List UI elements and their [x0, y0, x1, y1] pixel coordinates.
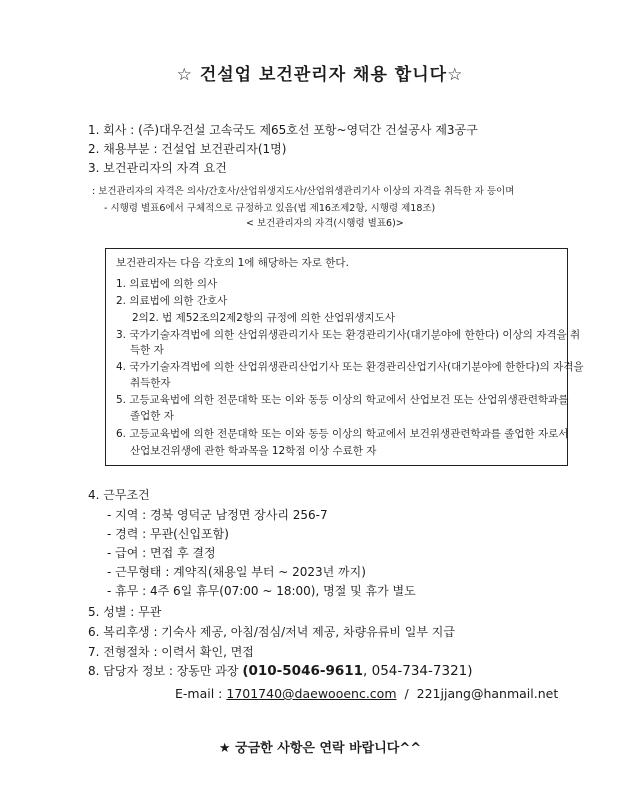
- welfare-line: 6. 복리후생 : 기숙사 제공, 아침/점심/저녁 제공, 차량유류비 일부 지급: [88, 625, 455, 639]
- email-line: [175, 686, 558, 701]
- page-title: ☆ 건설업 보건관리자 채용 합니다☆: [176, 65, 464, 85]
- position-line: 2. 채용부분 : 건설업 보건관리자(1명): [88, 142, 287, 156]
- conditions-heading: 4. 근무조건: [88, 488, 150, 502]
- qualification-box: [105, 248, 584, 466]
- gender-line: 5. 성별 : 무관: [88, 605, 162, 619]
- email-separator: /: [404, 686, 409, 701]
- qualification-item: 2. 의료법에 의한 간호사: [116, 295, 228, 307]
- qualification-item-cont: 득한 자: [130, 344, 164, 356]
- qualification-note: : 보건관리자의 자격은 의사/간호사/산업위생지도사/산업위생관리기사 이상의 자격을 취득한 자 등이며: [92, 186, 515, 197]
- company-line: 1. 회사 : (주)대우건설 고속국도 제65호선 포항~영덕간 건설공사 제3공구: [88, 123, 478, 137]
- condition-salary: - 급여 : 면접 후 결정: [107, 546, 216, 560]
- qualification-item: 5. 고등교육법에 의한 전문대학 또는 이와 동등 이상의 학교에서 산업보건 또는 산업위생관련학과를: [116, 394, 569, 406]
- footer-message: ★ 궁금한 사항은 연락 바랍니다^^: [218, 741, 422, 756]
- box-intro: 보건관리자는 다음 각호의 1에 해당하는 자로 한다.: [116, 257, 349, 269]
- contact-mobile: (010-5046-9611: [242, 663, 364, 679]
- email-label: E-mail :: [175, 686, 223, 701]
- qualification-item-cont: 졸업한 자: [130, 410, 174, 422]
- contact-line: [88, 662, 473, 679]
- qualification-heading: 3. 보건관리자의 자격 요건: [88, 161, 227, 175]
- condition-type: - 근무형태 : 계약직(채용일 부터 ~ 2023년 까지): [107, 565, 366, 579]
- email-link-2[interactable]: 221jjang@hanmail.net: [416, 686, 559, 701]
- qualification-item: 2의2. 법 제52조의2제2항의 규정에 의한 산업위생지도사: [132, 312, 395, 324]
- condition-career: - 경력 : 무관(신입포함): [107, 527, 229, 541]
- qualification-item: 3. 국가기술자격법에 의한 산업위생관리기사 또는 환경관리기사(대기분야에 한한다) 이상의 자격을 취: [116, 329, 581, 341]
- qualification-law-note: - 시행령 별표6에서 구체적으로 규정하고 있음(법 제16조제2항, 시행령 제18조): [104, 203, 436, 214]
- qualification-item: 1. 의료법에 의한 의사: [116, 278, 218, 290]
- qualification-item-cont: 취득한자: [130, 377, 171, 389]
- contact-prefix: 8. 담당자 정보 : 장동만 과장: [88, 664, 239, 678]
- qualification-table-caption: < 보건관리자의 자격(시행령 별표6)>: [246, 218, 404, 229]
- condition-holiday: - 휴무 : 4주 6일 휴무(07:00 ~ 18:00), 명절 및 휴가 별도: [107, 584, 416, 598]
- process-line: 7. 전형절차 : 이력서 확인, 면접: [88, 645, 254, 659]
- email-link-1[interactable]: 1701740@daewooenc.com: [226, 686, 397, 701]
- condition-location: - 지역 : 경북 영덕군 남정면 장사리 256-7: [107, 508, 328, 522]
- qualification-item: 6. 고등교육법에 의한 전문대학 또는 이와 동등 이상의 학교에서 보건위생관련학과를 졸업한 자로서: [116, 428, 569, 440]
- qualification-item-cont: 산업보건위생에 관한 학과목을 12학점 이상 수료한 자: [130, 445, 377, 457]
- qualification-item: 4. 국가기술자격법에 의한 산업위생관리산업기사 또는 환경관리산업기사(대기분야에 한한다)의 자격을: [116, 361, 584, 373]
- contact-office: , 054-734-7321): [363, 663, 473, 679]
